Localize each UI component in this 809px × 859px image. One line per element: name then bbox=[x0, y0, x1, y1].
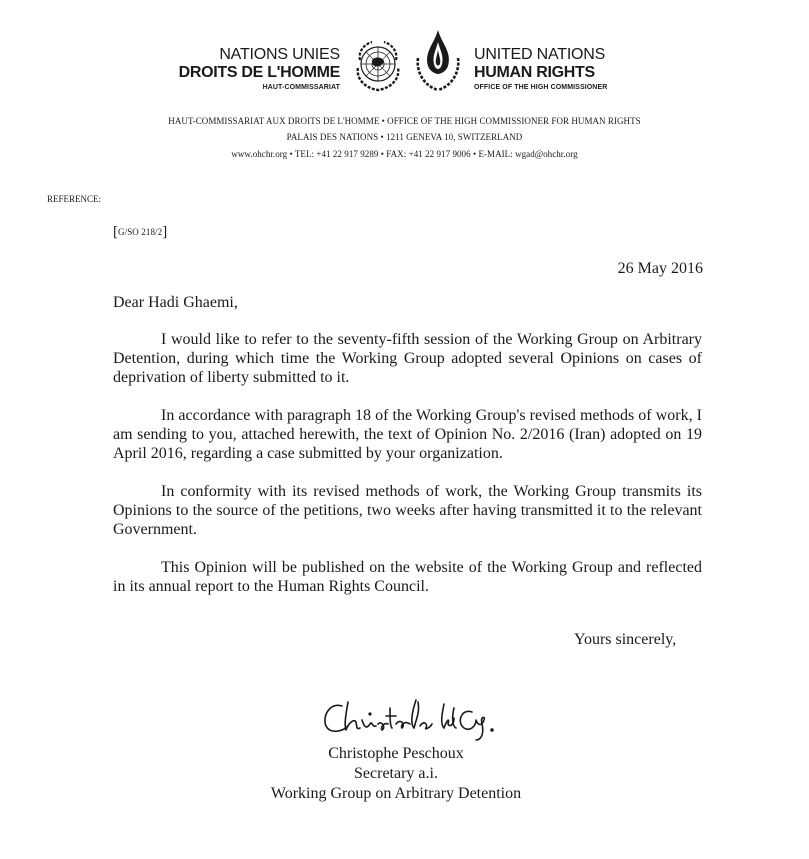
body-paragraph-4 bbox=[113, 558, 702, 596]
un-emblem-icon bbox=[350, 38, 406, 94]
body-paragraph-2 bbox=[113, 406, 702, 463]
letterhead-address-line3: www.ohchr.org • TEL: +41 22 917 9289 • FAX: +41 22 917 9006 • E-MAIL: wgad@ohchr.org bbox=[231, 149, 578, 159]
body-paragraph-3 bbox=[113, 482, 702, 539]
letterhead-english bbox=[474, 47, 607, 91]
letterhead-en-line3: OFFICE OF THE HIGH COMMISSIONER bbox=[474, 84, 608, 91]
letterhead-en-line2: HUMAN RIGHTS bbox=[474, 64, 595, 81]
letterhead-en-line1: UNITED NATIONS bbox=[474, 46, 606, 63]
signatory-title: Secretary a.i. bbox=[354, 765, 438, 782]
reference-label: REFERENCE: bbox=[47, 194, 102, 204]
salutation: Dear Hadi Ghaemi, bbox=[113, 294, 238, 311]
letter-date: 26 May 2016 bbox=[617, 260, 703, 277]
reference-code: [G/SO 218/2] bbox=[113, 224, 168, 240]
letterhead-address-line2: PALAIS DES NATIONS • 1211 GENEVA 10, SWITZERLAND bbox=[286, 132, 523, 142]
body-paragraph-1-text: I would like to refer to the seventy-fifth session of the Working Group on Arbitrary Detention, during which time the Working Group adopted several Opinions on cases of deprivation of liberty submitted to it. bbox=[113, 331, 702, 386]
letterhead-fr-line3: HAUT-COMMISSARIAT bbox=[262, 84, 340, 91]
body-paragraph-2-text: In accordance with paragraph 18 of the Working Group's revised methods of work, I am sending to you, attached herewith, the text of Opinion No. 2/2016 (Iran) adopted on 19 April 2016, regarding a case submitted by your organization. bbox=[113, 407, 702, 462]
letterhead-address-line1: HAUT-COMMISSARIAT AUX DROITS DE L'HOMME • OFFICE OF THE HIGH COMMISSIONER FOR HUMAN RIGHTS bbox=[168, 116, 641, 126]
letterhead-french bbox=[179, 47, 340, 91]
human-rights-flame-icon bbox=[410, 28, 466, 98]
signatory-body: Working Group on Arbitrary Detention bbox=[270, 785, 522, 802]
letterhead-fr-line1: NATIONS UNIES bbox=[219, 46, 340, 63]
letterhead-fr-line2: DROITS DE L'HOMME bbox=[178, 64, 340, 81]
signatory-block bbox=[200, 744, 592, 804]
body-paragraph-1 bbox=[113, 330, 702, 387]
body-paragraph-3-text: In conformity with its revised methods of work, the Working Group transmits its Opinions to the source of the petitions, two weeks after having transmitted it to the relevant Government. bbox=[113, 483, 702, 538]
reference-code-value: G/SO 218/2 bbox=[118, 227, 163, 237]
body-paragraph-4-text: This Opinion will be published on the website of the Working Group and reflected in its annual report to the Human Rights Council. bbox=[113, 559, 702, 595]
closing: Yours sincerely, bbox=[574, 631, 677, 648]
handwritten-signature bbox=[320, 694, 530, 744]
signatory-name: Christophe Peschoux bbox=[328, 745, 464, 762]
